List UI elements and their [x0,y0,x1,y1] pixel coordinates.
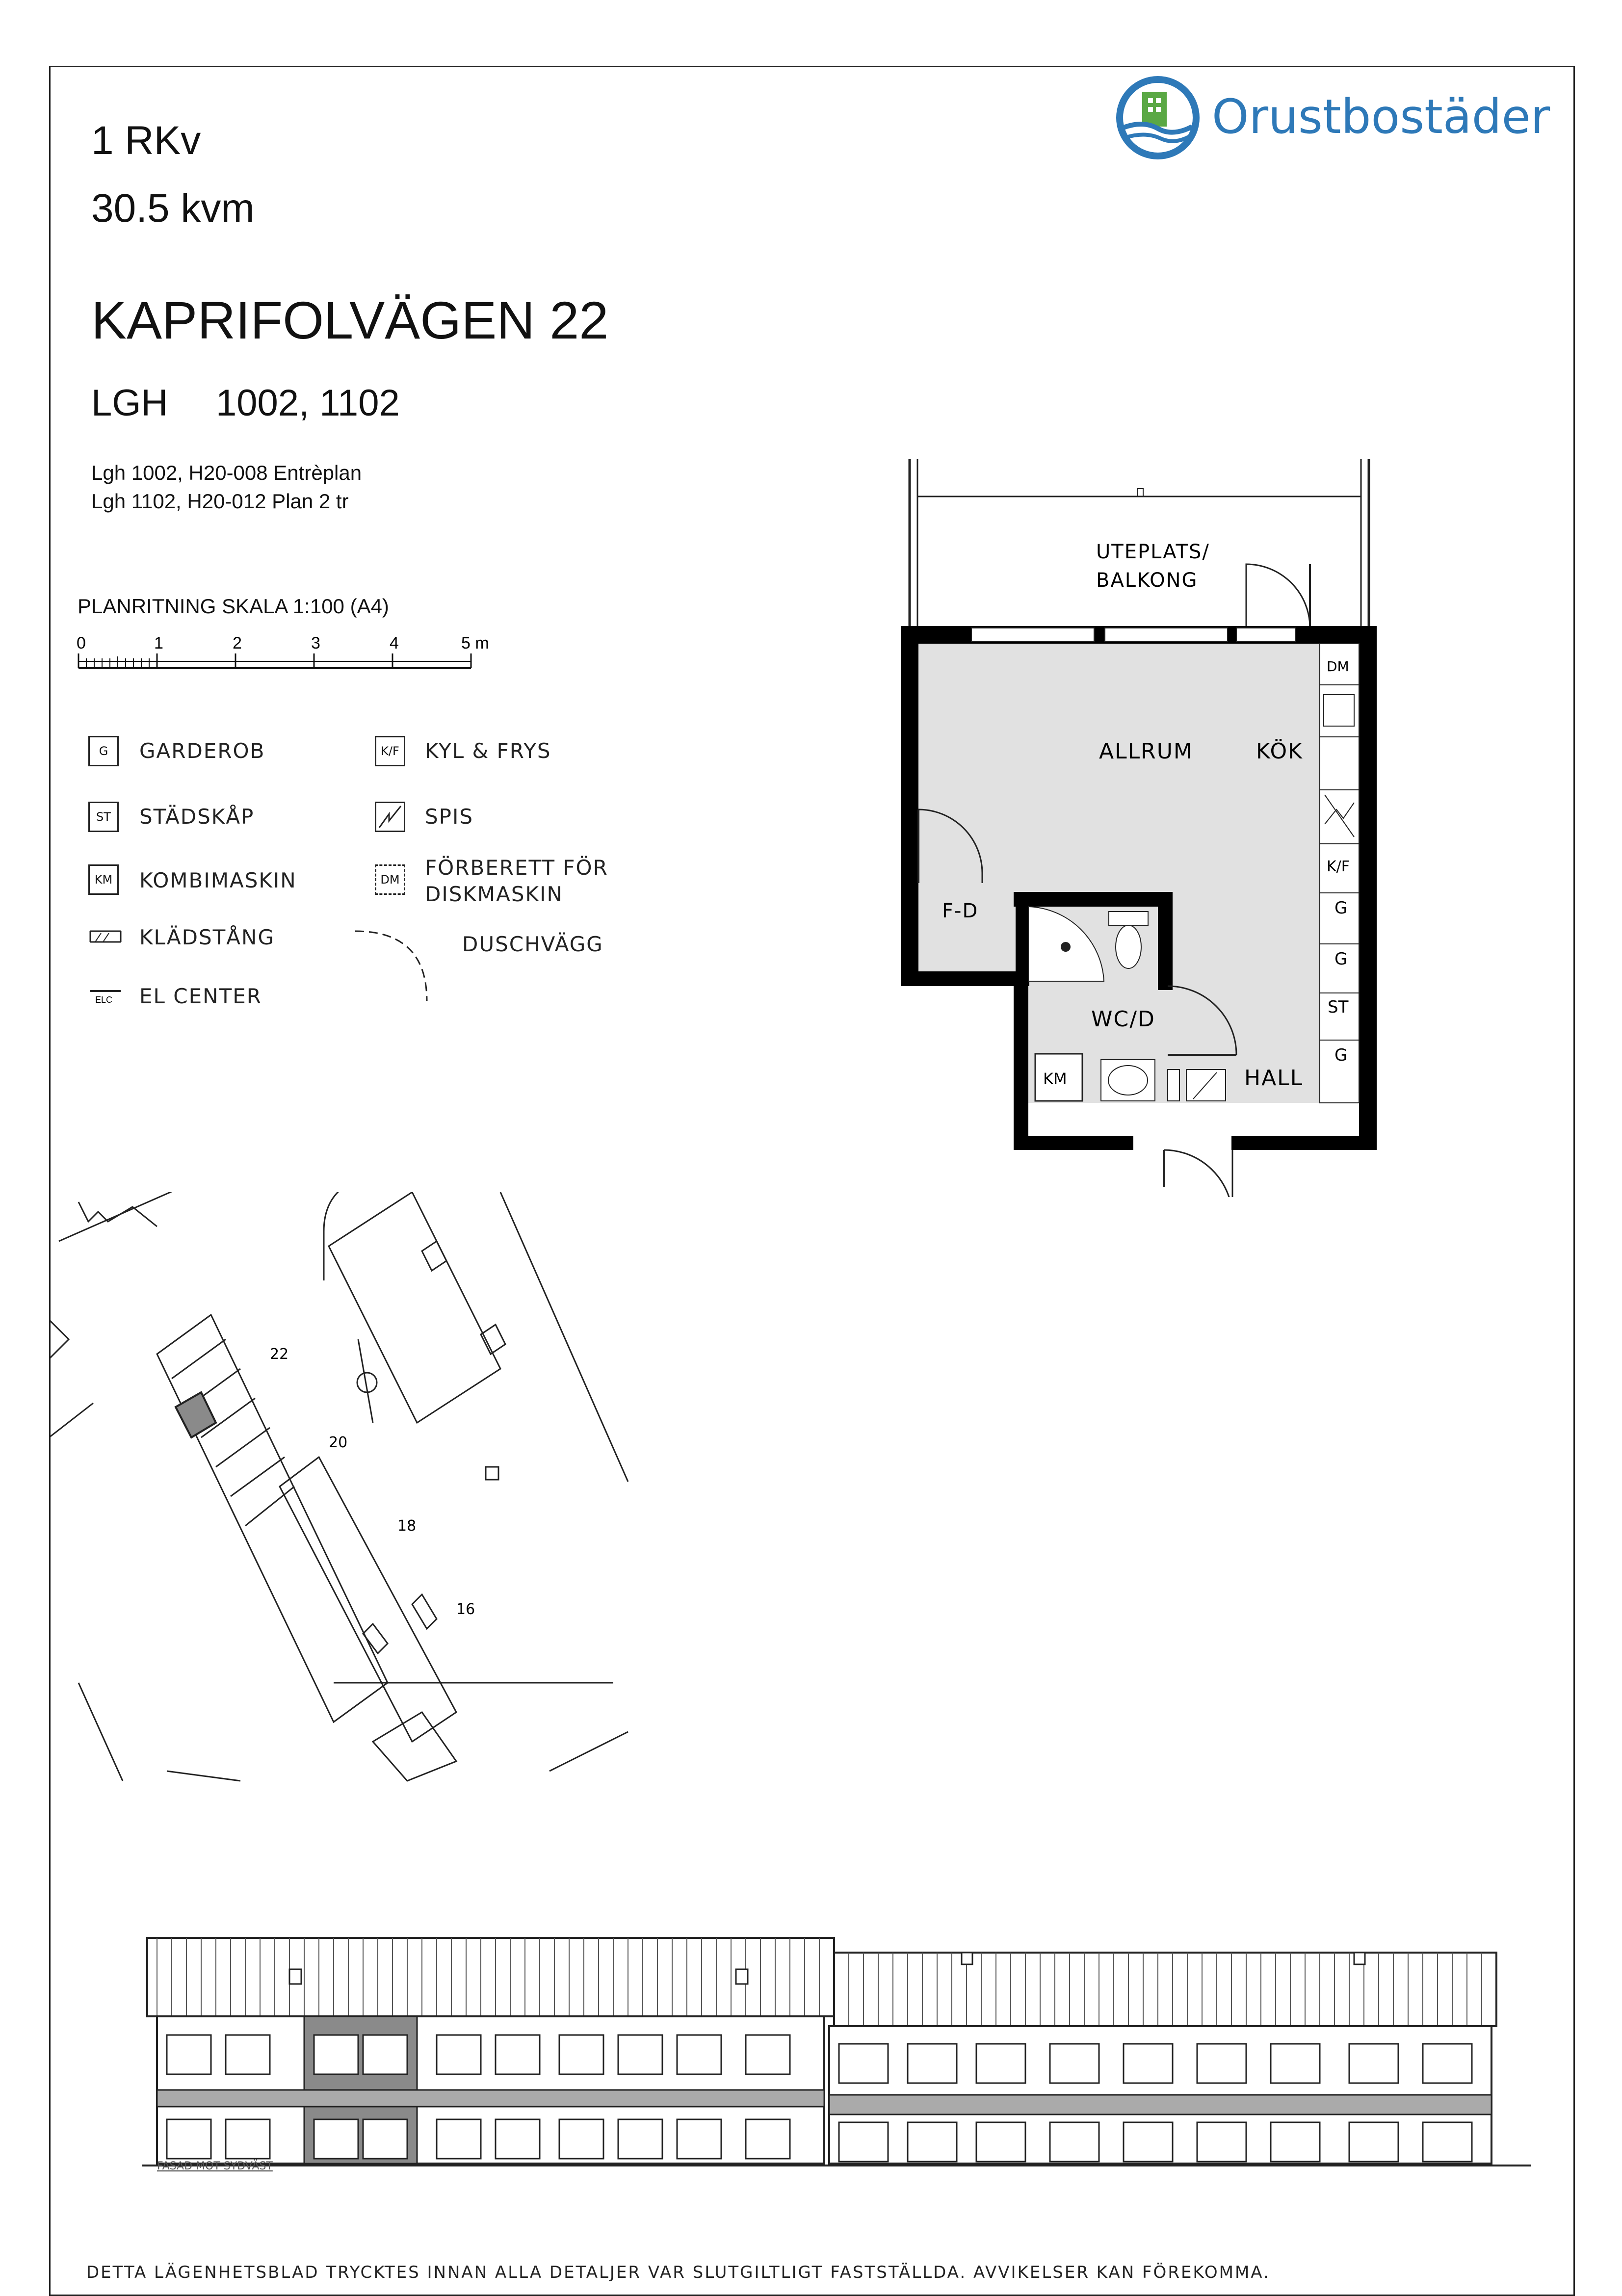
legend-label-kombimaskin: KOMBIMASKIN [139,868,297,892]
legend-symbol-dm: DM [375,864,405,895]
house-number-16: 16 [456,1601,475,1618]
km-label: KM [1043,1070,1067,1088]
legend-label-stadskap: STÄDSKÅP [139,805,255,829]
stove-icon [376,803,404,831]
facade-elevation [142,1928,1536,2183]
scale-bar [74,629,496,673]
legend-label-dm-2: DISKMASKIN [425,882,563,906]
scale-title: PLANRITNING SKALA 1:100 (A4) [78,595,389,618]
house-number-18: 18 [397,1517,417,1535]
clothes-rail-icon [88,927,123,947]
legend-label-el-center: EL CENTER [139,984,262,1008]
legend-label-kladstang: KLÄDSTÅNG [139,925,275,949]
scale-tick-5: 5 m [461,634,489,652]
site-plan [49,1192,638,1791]
house-number-20: 20 [329,1434,348,1451]
legend-symbol-km: KM [88,864,119,895]
hall-label: HALL [1244,1066,1304,1091]
storage-label: F-D [942,900,979,922]
legend-label-garderob: GARDEROB [139,739,265,763]
apartment-area: 30.5 kvm [91,186,255,231]
facade-caption: FASAD MOT SYDVÄST [157,2160,273,2172]
logo [1114,74,1555,162]
logo-mark-icon [1114,74,1202,162]
disclaimer: DETTA LÄGENHETSBLAD TRYCKTES INNAN ALLA DETALJER VAR SLUTGILTLIGT FASTSTÄLLDA. AVVIKELSER KAN FÖREKOMMA. [86,2263,1270,2282]
apartment-type: 1 RKv [91,118,201,163]
scale-tick-0: 0 [77,634,86,652]
el-center-icon [88,986,123,1006]
unit-line-1: Lgh 1002, H20-008 Entrèplan [91,461,362,484]
kitchen-fitting-dm: DM [1327,658,1349,675]
legend-label-kyl-frys: KYL & FRYS [425,739,551,763]
logo-text: Orustbostäder [1212,89,1550,144]
lgh-numbers: 1002, 1102 [216,382,400,424]
scale-tick-4: 4 [390,634,399,652]
kitchen-fitting-g3: G [1334,1045,1348,1065]
svg-text:ELC: ELC [95,995,113,1005]
legend-label-duschvagg: DUSCHVÄGG [462,932,603,956]
address-title: KAPRIFOLVÄGEN 22 [91,290,609,350]
lgh-label: LGH [91,382,168,424]
kitchen-fitting-kf: K/F [1327,858,1350,875]
legend-symbol-spis [375,802,405,832]
balcony-label-2: BALKONG [1096,569,1198,592]
kitchen-fitting-st: ST [1328,997,1349,1017]
scale-tick-1: 1 [154,634,163,652]
balcony-label-1: UTEPLATS/ [1096,541,1210,563]
legend-label-dm-1: FÖRBERETT FÖR [425,856,608,880]
legend-symbol-g: G [88,736,119,766]
kitchen-label: KÖK [1256,739,1303,764]
shower-wall-icon [353,927,442,1006]
kitchen-fitting-g1: G [1334,898,1348,918]
floor-plan [893,451,1393,1197]
scale-tick-2: 2 [233,634,242,652]
legend-symbol-st: ST [88,802,119,832]
house-number-22: 22 [270,1346,289,1363]
unit-line-2: Lgh 1102, H20-012 Plan 2 tr [91,490,349,513]
scale-tick-3: 3 [311,634,320,652]
bathroom-label: WC/D [1091,1007,1155,1032]
legend-label-spis: SPIS [425,805,474,829]
kitchen-fitting-g2: G [1334,949,1348,969]
living-room-label: ALLRUM [1099,739,1193,764]
legend-symbol-kf: K/F [375,736,405,766]
